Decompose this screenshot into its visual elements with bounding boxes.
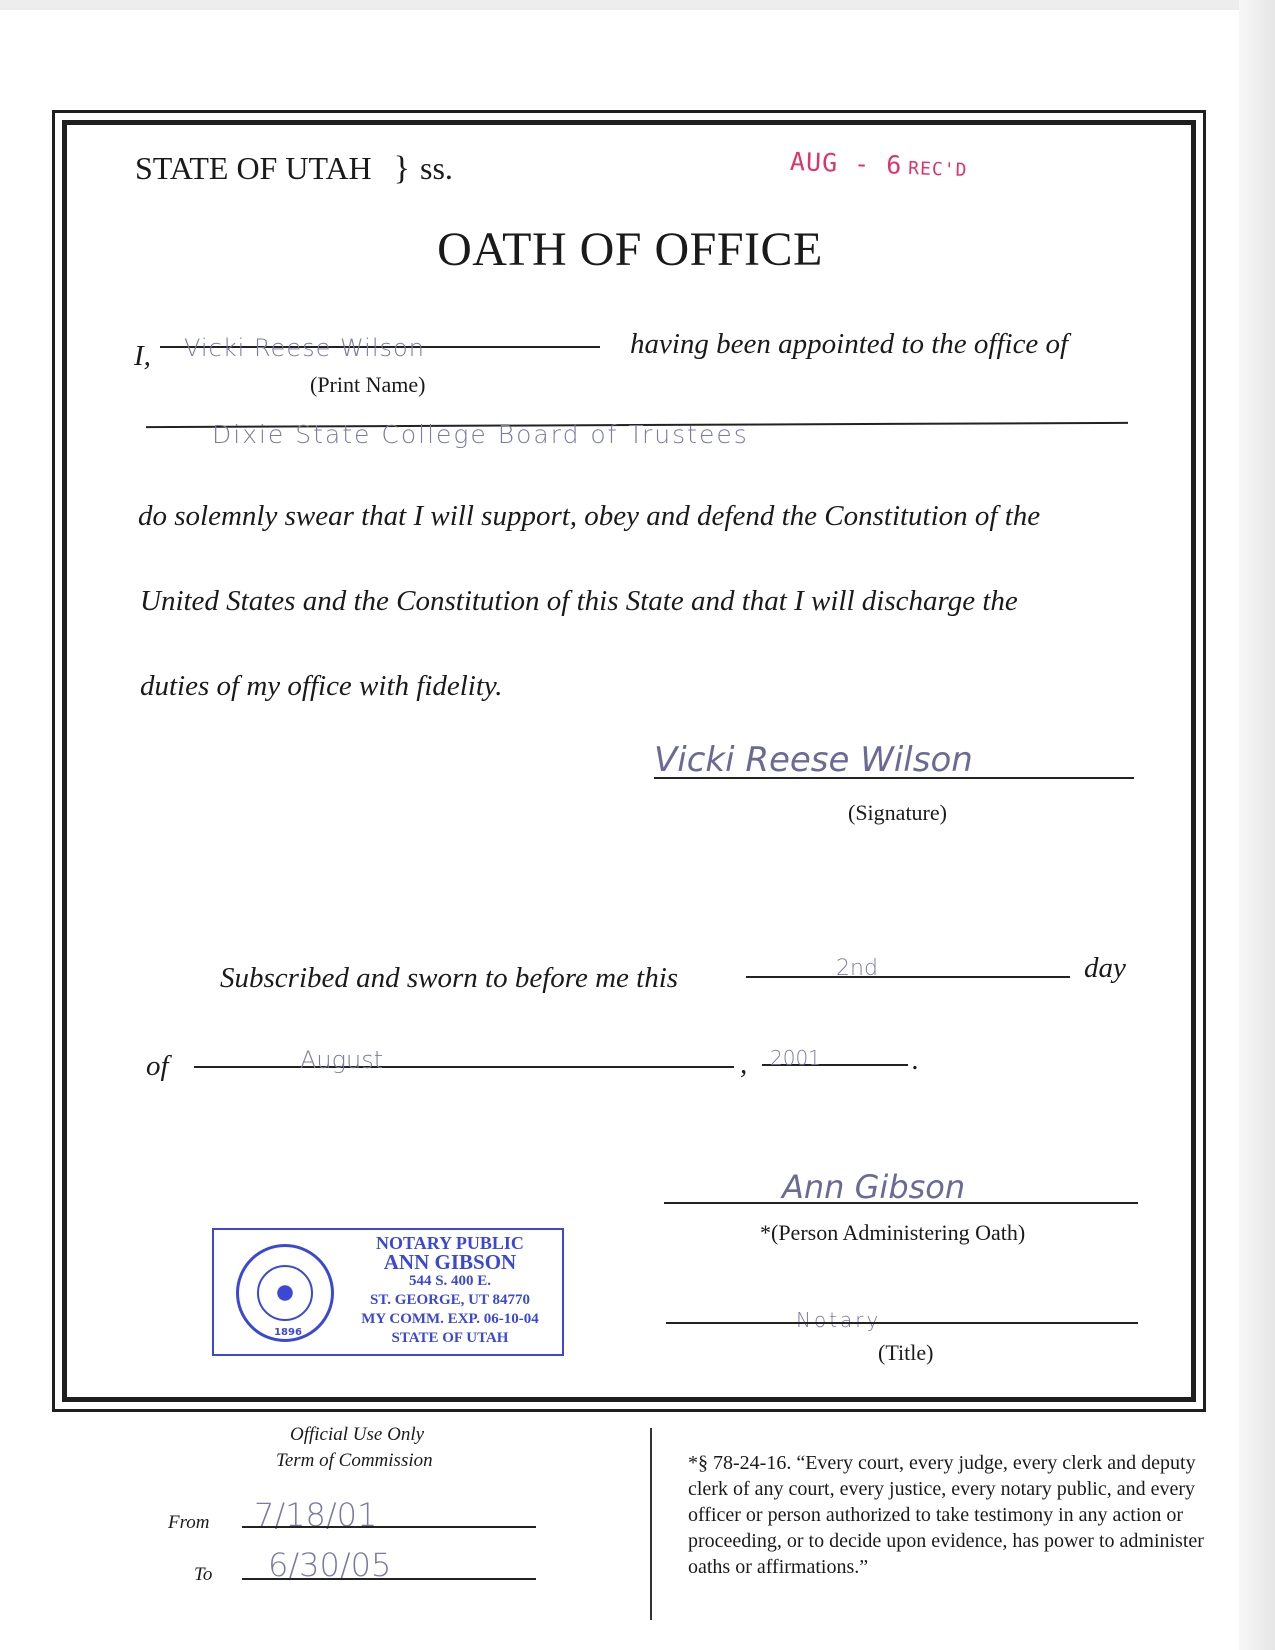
state-seal-icon: [236, 1244, 334, 1342]
to-field[interactable]: 6/30/05: [268, 1546, 392, 1584]
date-period: .: [912, 1044, 920, 1076]
notary-stamp: [212, 1228, 564, 1356]
ss-label: ss.: [419, 150, 453, 186]
title-field[interactable]: Notary: [796, 1308, 882, 1332]
to-line: [242, 1578, 536, 1580]
notary-stamp-line-3: 544 S. 400 E.: [408, 1273, 492, 1289]
signature-line: [654, 777, 1134, 779]
signature-caption: (Signature): [848, 800, 947, 825]
date-comma: ,: [740, 1048, 748, 1080]
sworn-text: Subscribed and sworn to before me this: [220, 962, 679, 994]
from-line: [242, 1526, 536, 1528]
received-stamp: [790, 147, 968, 182]
year-field[interactable]: 2001: [770, 1046, 821, 1070]
print-name-caption: (Print Name): [310, 372, 426, 397]
signature-field[interactable]: Vicki Reese Wilson: [654, 740, 973, 780]
received-stamp-date: AUG - 6: [789, 146, 903, 180]
scan-edge-top: [0, 0, 1275, 10]
day-label: day: [1084, 952, 1126, 984]
administrator-signature-field[interactable]: Ann Gibson: [782, 1168, 966, 1206]
of-label: of: [146, 1050, 169, 1082]
notary-stamp-line-4: ST. GEORGE, UT 84770: [370, 1292, 530, 1308]
oath-sentence-1: do solemnly swear that I will support, obey and defend the Constitution of the: [138, 500, 1041, 532]
notary-stamp-line-2: ANN GIBSON: [383, 1250, 517, 1274]
notary-stamp-line-1: NOTARY PUBLIC: [376, 1233, 524, 1253]
received-stamp-label: REC'D: [907, 158, 968, 182]
office-field[interactable]: Dixie State College Board of Trustees: [212, 420, 749, 449]
term-heading: Term of Commission: [276, 1450, 433, 1471]
administrator-caption: *(Person Administering Oath): [760, 1220, 1026, 1245]
notary-stamp-line-5: MY COMM. EXP. 06-10-04: [361, 1311, 539, 1327]
to-label: To: [194, 1564, 213, 1585]
oath-sentence-3: duties of my office with fidelity.: [140, 670, 503, 702]
month-field[interactable]: August: [300, 1046, 384, 1074]
page-title: OATH OF OFFICE: [437, 223, 823, 276]
venue-header: [135, 150, 453, 188]
seal-year: 1896: [274, 1327, 302, 1338]
statute-note: *§ 78-24-16. “Every court, every judge, every clerk and deputy clerk of any court, every justice, every notary public, and every officer or person authorized to take testimony in any action or proceeding, or to decide upon evidence, has power to administer oaths or affirmations.”: [688, 1452, 1204, 1578]
print-name-field[interactable]: Vicki Reese Wilson: [184, 334, 425, 362]
day-line: [746, 976, 1070, 978]
month-line: [194, 1066, 734, 1068]
administrator-line: [664, 1202, 1138, 1204]
day-field[interactable]: 2nd: [836, 956, 878, 981]
from-field[interactable]: 7/18/01: [254, 1496, 378, 1534]
footer-divider: [650, 1428, 652, 1620]
notary-stamp-line-6: STATE OF UTAH: [391, 1330, 509, 1346]
oath-lead: I,: [134, 340, 151, 372]
brace-glyph: }: [393, 150, 410, 187]
notary-stamp-text: [342, 1234, 558, 1348]
form-border-inner: [62, 120, 1196, 1402]
from-label: From: [168, 1512, 210, 1533]
title-caption: (Title): [878, 1340, 934, 1365]
title-line: [666, 1322, 1138, 1324]
official-use-heading: Official Use Only: [290, 1424, 425, 1445]
oath-sentence-2: United States and the Constitution of this State and that I will discharge the: [140, 585, 1018, 617]
state-label: STATE OF UTAH: [135, 150, 372, 186]
appointed-text: having been appointed to the office of: [630, 328, 1069, 360]
